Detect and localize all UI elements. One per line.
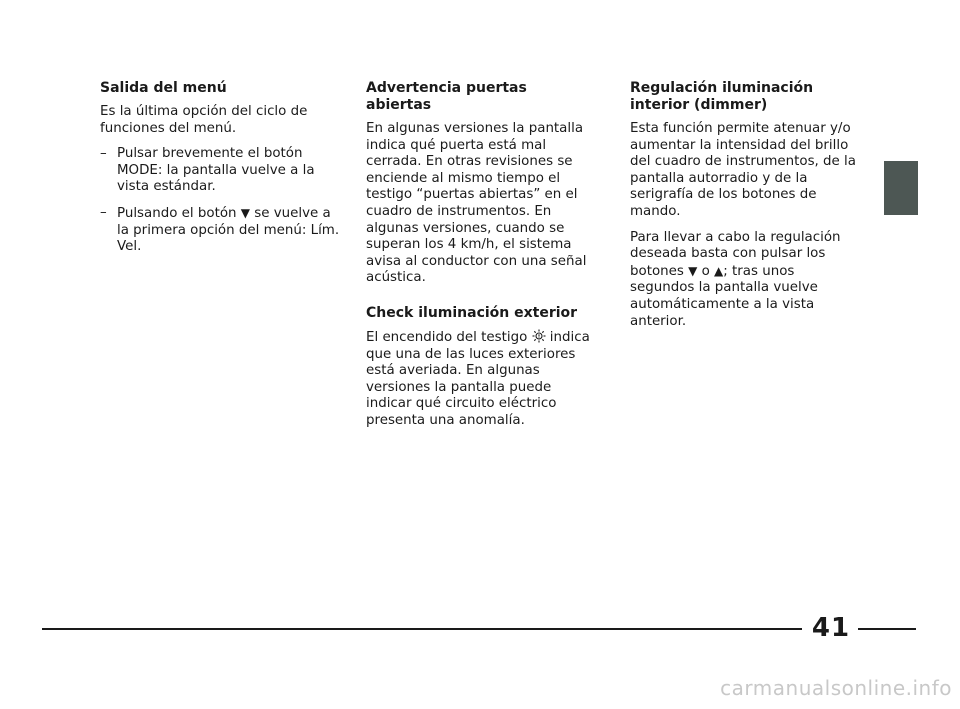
- list-item: [100, 146, 340, 196]
- column-middle: [366, 80, 596, 439]
- footer-rule-left: [42, 628, 802, 630]
- paragraph-regulacion-2: [630, 230, 860, 331]
- paragraph-regulacion-1: Esta función permite atenuar y/o aumentar la intensidad del brillo del cuadro de instrumentos, de la pantalla autorradio y de la serigrafía de los botones de mando.: [630, 121, 856, 219]
- column-right: [630, 80, 860, 339]
- bullet-dash: –: [100, 146, 107, 162]
- list-item-text: Pulsar brevemente el botón MODE: la pantalla vuelve a la vista estándar.: [117, 146, 315, 195]
- watermark: carmanualsonline.info: [720, 676, 952, 700]
- paragraph-check-iluminacion: [366, 329, 596, 430]
- list-item: [100, 205, 340, 256]
- down-arrow-icon: ▼: [240, 205, 250, 220]
- text-fragment: Para llevar a cabo la regulación deseada basta con pulsar los botones: [630, 229, 841, 279]
- up-arrow-icon: ▲: [714, 263, 724, 278]
- chapter-tab: [884, 161, 918, 215]
- text-fragment: o: [697, 263, 715, 279]
- text-fragment: indica que una de las luces exteriores está averiada. En algunas versiones la pantalla puede indicar qué circuito eléctrico presenta una anomalía.: [366, 329, 590, 428]
- lamp-warning-icon: [532, 330, 546, 345]
- heading-check-iluminacion: Check iluminación exterior: [366, 304, 578, 321]
- text-fragment: Pulsando el botón: [117, 205, 241, 221]
- heading-advertencia-puertas: Advertencia puertas abiertas: [366, 80, 527, 113]
- bullet-dash: –: [100, 204, 107, 220]
- column-left: [100, 80, 340, 265]
- text-fragment: ; tras unos segundos la pantalla vuelve automáticamente a la vista anterior.: [630, 263, 818, 329]
- down-arrow-icon: ▼: [688, 263, 698, 278]
- footer-rule-right: [858, 628, 916, 630]
- heading-regulacion-iluminacion: Regulación iluminación interior (dimmer): [630, 80, 814, 113]
- text-fragment: se vuelve a la primera opción del menú: Lím. Vel.: [117, 205, 340, 255]
- page-number: 41: [811, 613, 851, 643]
- heading-salida-menu: Salida del menú: [100, 80, 227, 96]
- paragraph-advertencia-puertas: En algunas versiones la pantalla indica qué puerta está mal cerrada. En otras revisiones se enciende al mismo tiempo el testigo “puertas abiertas” en el cuadro de instrumentos. En algunas versiones, cuando se superan los 4 km/h, el sistema avisa al conductor con una señal acústica.: [366, 121, 587, 286]
- text-fragment: El encendido del testigo: [366, 329, 532, 345]
- paragraph-salida-menu: Es la última opción del ciclo de funciones del menú.: [100, 104, 308, 136]
- list-item-text: [117, 205, 340, 256]
